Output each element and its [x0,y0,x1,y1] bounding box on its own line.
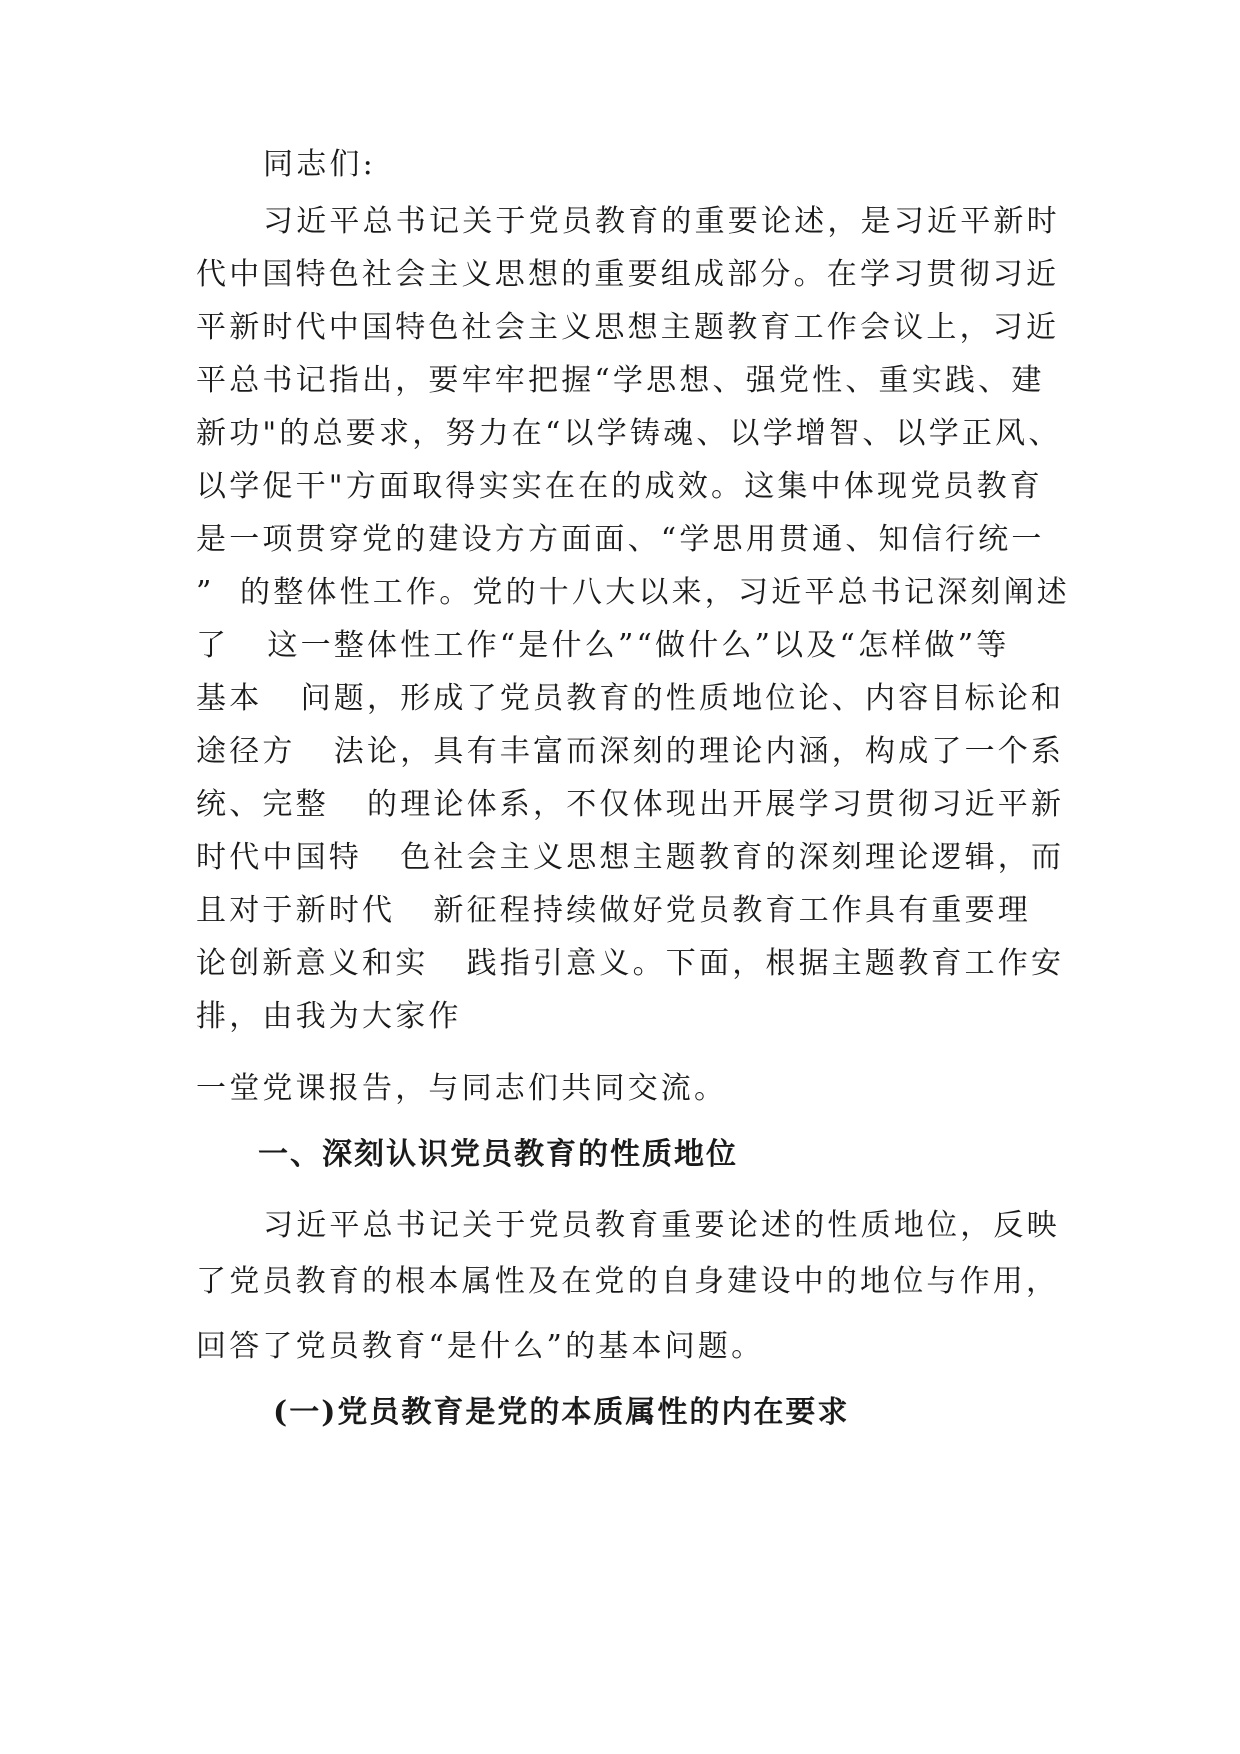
paragraph-line: 习近平总书记关于党员教育的重要论述，是习近平新时 [263,204,1060,239]
paragraph-line: ” 的整体性工作。党的十八大以来，习近平总书记深刻阐述 [196,575,1071,610]
paragraph-line: 代中国特色社会主义思想的重要组成部分。在学习贯彻习近 [196,257,1060,292]
paragraph-line: 新功"的总要求，努力在“以学铸魂、以学增智、以学正风、 [196,416,1062,451]
paragraph-line: 平新时代中国特色社会主义思想主题教育工作会议上，习近 [196,310,1060,345]
paragraph-line: 以学促干"方面取得实实在在的成效。这集中体现党员教育 [196,469,1043,504]
paragraph-line: 排，由我为大家作 [196,999,462,1034]
paragraph-line: 平总书记指出，要牢牢把握“学思想、强党性、重实践、建 [196,363,1045,398]
paragraph-line: 时代中国特 色社会主义思想主题教育的深刻理论逻辑，而 [196,840,1065,875]
paragraph-line: 基本 问题，形成了党员教育的性质地位论、内容目标论和 [196,681,1065,716]
section-heading: 一、深刻认识党员教育的性质地位 [258,1137,738,1172]
paragraph-line: 论创新意义和实 践指引意义。下面，根据主题教育工作安 [196,946,1065,981]
paragraph-line: 统、完整 的理论体系，不仅体现出开展学习贯彻习近平新 [196,787,1065,822]
salutation: 同志们: [263,147,376,182]
paragraph-line: 了党员教育的根本属性及在党的自身建设中的地位与作用， [196,1264,1060,1299]
subsection-heading: (一)党员教育是党的本质属性的内在要求 [273,1395,850,1430]
paragraph-line: 是一项贯穿党的建设方方面面、“学思用贯通、知信行统一 [196,522,1045,557]
paragraph-line: 途径方 法论，具有丰富而深刻的理论内涵，构成了一个系 [196,734,1065,769]
paragraph-line: 了 这一整体性工作“是什么”“做什么”以及“怎样做”等 [196,628,1010,663]
paragraph-line: 一堂党课报告，与同志们共同交流。 [196,1071,728,1106]
paragraph-line: 且对于新时代 新征程持续做好党员教育工作具有重要理 [196,893,1032,928]
paragraph-line: 习近平总书记关于党员教育重要论述的性质地位，反映 [263,1208,1060,1243]
paragraph-line: 回答了党员教育“是什么”的基本问题。 [196,1329,765,1364]
